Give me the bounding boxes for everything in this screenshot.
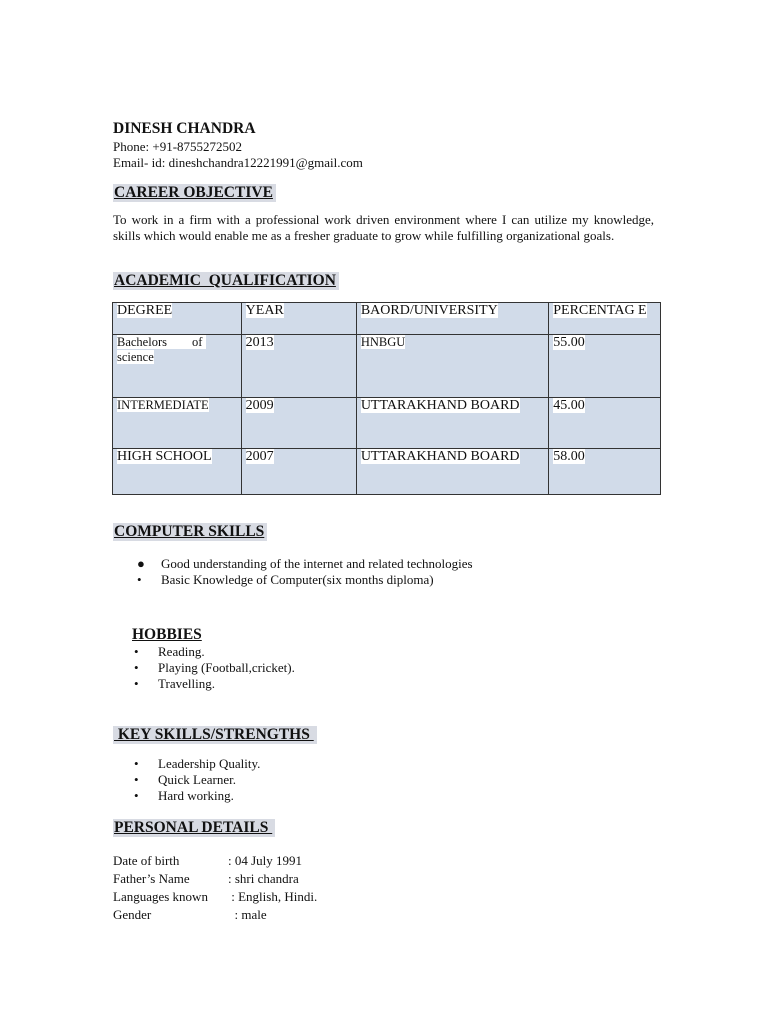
academic-qualification-heading: ACADEMIC QUALIFICATION: [113, 272, 339, 290]
candidate-name: DINESH CHANDRA: [113, 120, 256, 137]
cell-board: HNBGU: [356, 335, 548, 398]
header-cell-percentage: PERCENTAG E: [549, 303, 661, 335]
bullet-icon: •: [134, 772, 139, 787]
detail-label: Gender: [113, 907, 152, 922]
list-item: • Reading.: [134, 644, 205, 659]
detail-value: : English, Hindi.: [228, 889, 318, 904]
list-item: • Travelling.: [134, 676, 215, 691]
cell-degree: HIGH SCHOOL: [113, 449, 242, 495]
key-skills-list: [134, 756, 260, 804]
list-item: • Leadership Quality.: [134, 756, 261, 771]
detail-row: [113, 906, 317, 924]
header-cell-board: BAORD/UNIVERSITY: [356, 303, 548, 335]
personal-details-heading: PERSONAL DETAILS: [113, 819, 275, 837]
table-header-row: [113, 303, 661, 335]
cell-board: UTTARAKHAND BOARD: [356, 449, 548, 495]
cell-year: 2007: [241, 449, 356, 495]
bullet-icon: •: [134, 644, 139, 659]
list-item: • Basic Knowledge of Computer(six months diploma): [137, 572, 434, 587]
list-item: ● Good understanding of the internet and related technologies: [137, 556, 473, 571]
header-cell-year: YEAR: [241, 303, 356, 335]
detail-value: : shri chandra: [228, 871, 299, 886]
cell-year: 2013: [241, 335, 356, 398]
bullet-icon: •: [134, 788, 139, 803]
bullet-icon: •: [137, 572, 142, 587]
cell-percentage: 58.00: [549, 449, 661, 495]
table-row: [113, 398, 661, 449]
detail-row: [113, 870, 317, 888]
cell-degree: INTERMEDIATE: [113, 398, 242, 449]
email-line: Email- id: dineshchandra12221991@gmail.com: [113, 155, 363, 170]
bullet-icon: •: [134, 660, 139, 675]
phone-line: Phone: +91-8755272502: [113, 139, 243, 154]
computer-skills-heading: COMPUTER SKILLS: [113, 523, 267, 541]
detail-label: Father’s Name: [113, 871, 190, 886]
cell-percentage: 45.00: [549, 398, 661, 449]
detail-value: : 04 July 1991: [228, 853, 303, 868]
bullet-icon: •: [134, 676, 139, 691]
table-row: [113, 335, 661, 398]
detail-value: : male: [228, 907, 267, 922]
detail-label: Date of birth: [113, 853, 180, 868]
cell-board: UTTARAKHAND BOARD: [356, 398, 548, 449]
bullet-icon: •: [134, 756, 139, 771]
cell-year: 2009: [241, 398, 356, 449]
computer-skills-list: [137, 556, 473, 588]
detail-row: [113, 852, 317, 870]
cell-degree: Bachelors of science: [113, 335, 242, 398]
career-objective-heading: CAREER OBJECTIVE: [113, 184, 276, 202]
key-skills-heading: KEY SKILLS/STRENGTHS: [113, 726, 317, 744]
personal-details: [113, 852, 317, 924]
detail-row: [113, 888, 317, 906]
hobbies-list: [134, 644, 295, 692]
cell-percentage: 55.00: [549, 335, 661, 398]
career-objective-text: To work in a firm with a professional work driven environment where I can utilize my knowledge, skills which would enable me as a fresher graduate to grow while fulfilling organizational goals.: [113, 212, 654, 243]
list-item: • Playing (Football,cricket).: [134, 660, 295, 675]
bullet-icon: ●: [137, 556, 145, 571]
list-item: • Quick Learner.: [134, 772, 236, 787]
hobbies-heading: HOBBIES: [132, 626, 202, 643]
table-row: [113, 449, 661, 495]
list-item: • Hard working.: [134, 788, 234, 803]
detail-label: Languages known: [113, 889, 208, 904]
header-cell-degree: DEGREE: [113, 303, 242, 335]
academic-qualification-table: [112, 302, 661, 495]
